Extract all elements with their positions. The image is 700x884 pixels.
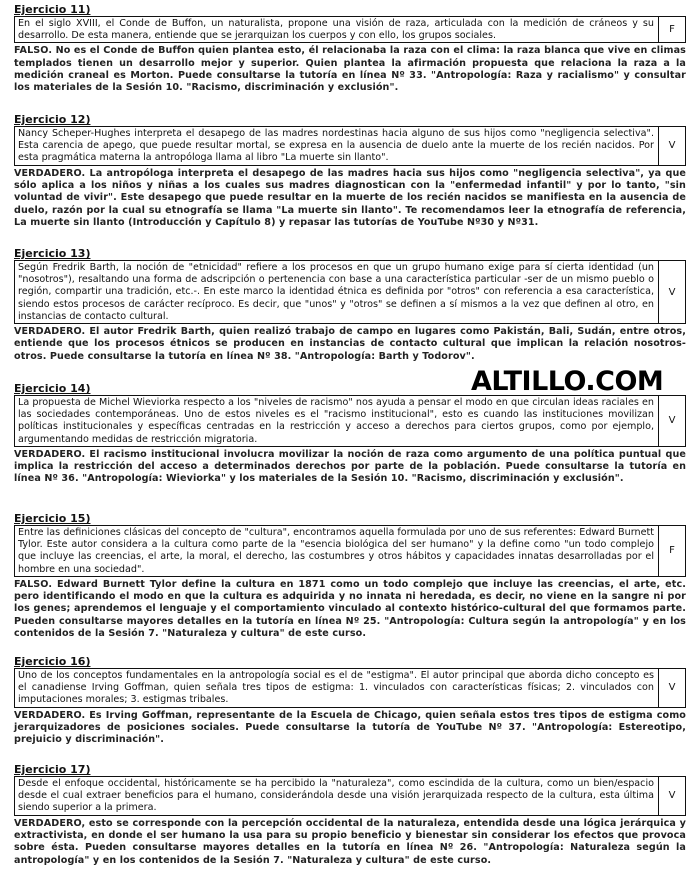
question-text: En el siglo XVIII, el Conde de Buffon, un naturalista, propone una visión de raza, articulada con la medición de cráneos y su desarrollo. De esta manera, entiende que se jerarquizan los cuerpos y con ello, los grupos sociales. [15,17,659,42]
question-text: Desde el enfoque occidental, históricamente se ha percibido la "naturaleza", como escindida de la cultura, como un bien/espacio desde el cual extraer beneficios para el humano, considerándola desde una visión jerarquizada respecto de la cultura, esta última siendo superior a la primera. [15,777,659,815]
question-box [14,395,686,447]
exercise-title: Ejercicio 17) [14,763,91,776]
exercise-16 [14,656,686,747]
exercise-title: Ejercicio 11) [14,3,91,16]
question-text: La propuesta de Michel Wieviorka respecto a los "niveles de racismo" nos ayuda a pensar el modo en que circulan ideas raciales en las sociedades contemporáneas. Uno de estos niveles es el "racismo institucional", esto es cuando las instituciones movilizan políticas institucionales y específicas centradas en la restricción y acceso a derechos para ciertos grupos, como por ejemplo, argumentando medidas de restricción migratoria. [15,396,659,446]
exercise-14 [14,383,686,486]
exercise-12 [14,114,686,229]
explanation-text: FALSO. Edward Burnett Tylor define la cultura en 1871 como un todo complejo que incluye las creencias, el arte, etc. pero identificando el modo en que la cultura es adquirida y no innata ni heredada, es decir, no viene en la sangre ni por los genes; aprendemos el lenguaje y el comportamiento vinculado al contexto histórico-cultural del que formamos parte. Pueden consultarse mayores detalles en la tutoría en línea Nº 25. "Antropología: Cultura según la antropología" y en los contenidos de la Sesión 7. "Naturaleza y cultura" de este curso. [14,578,686,639]
question-box [14,668,686,708]
exercise-17 [14,764,686,867]
question-box [14,260,686,324]
watermark-logo: ALTILLO.COM [471,366,664,397]
answer-cell: F [669,24,675,36]
question-box [14,126,686,166]
explanation-text: VERDADERO. El racismo institucional involucra movilizar la noción de raza como argumento de una política puntual que implica la restricción del acceso a determinados derechos por parte de la población. Puede consultarse la tutoría en línea Nº 36. "Antropología: Wieviorka" y los materiales de la Sesión 10. "Racismo, discriminación y exclusión". [14,448,686,485]
question-box [14,525,686,577]
answer-cell: V [668,682,676,694]
exercise-title: Ejercicio 16) [14,655,91,668]
explanation-text: FALSO. No es el Conde de Buffon quien plantea esto, él relacionaba la raza con el clima: la raza blanca que vive en climas templados tienen un desarrollo mejor y superior. Quien plantea la afirmación propuesta que relaciona la raza a la medición craneal es Morton. Puede consultarse la tutoría en línea Nº 33. "Antropología: Raza y racialismo" y consultar los materiales de la Sesión 10. "Racismo, discriminación y exclusión". [14,45,686,94]
explanation-text: VERDADERO. La antropóloga interpreta el desapego de las madres hacia sus hijos como "negligencia selectiva", ya que sólo aplica a los niños y niñas a los cuales sus madres diagnostican con la "enfermedad infantil" y por lo tanto, "sin voluntad de vivir". Este desapego que puede resultar en la muerte de los recién nacidos se manifiesta en la ausencia de duelo, razón por la cual su etnografía se llama "La muerte sin llanto". Te recomendamos leer la etnografía de referencia, La muerte sin llanto (Introducción y Capítulo 8) y repasar las tutorías de YouTube Nº30 y Nº31. [14,167,686,228]
question-text: Entre las definiciones clásicas del concepto de "cultura", encontramos aquella formulada por uno de sus referentes: Edward Burnett Tylor. Este autor considera a la cultura como parte de la "esencia biológica del ser humano" y la define como "un todo complejo que incluye las creencias, el arte, la moral, el derecho, las costumbres y otros hábitos y capacidades innatas desarrolladas por el hombre en una sociedad". [15,526,659,576]
question-box [14,776,686,816]
answer-cell: V [668,790,676,802]
question-text: Nancy Scheper-Hughes interpreta el desapego de las madres nordestinas hacia alguno de sus hijos como "negligencia selectiva". Esta carencia de apego, que puede resultar mortal, se expresa en la ausencia de duelo ante la muerte de los recién nacidos. Por esta pragmática materna la antropóloga llama al libro "La muerte sin llanto". [15,127,659,165]
exercise-title: Ejercicio 12) [14,113,91,126]
question-box [14,16,686,43]
explanation-text: VERDADERO, esto se corresponde con la percepción occidental de la naturaleza, entendida desde una lógica jerárquica y extractivista, en donde el ser humano la usa para su propio beneficio y bienestar sin considerar los efectos que provoca sobre ésta. Pueden consultarse mayores detalles en la tutoría en línea Nº 26. "Antropología: Naturaleza según la antropología" y en los contenidos de la Sesión 7. "Naturaleza y cultura" de este curso. [14,817,686,866]
answer-cell: V [668,286,676,298]
exercise-title: Ejercicio 14) [14,382,91,395]
exercise-title: Ejercicio 13) [14,247,91,260]
explanation-text: VERDADERO. El autor Fredrik Barth, quien realizó trabajo de campo en lugares como Pakistán, Bali, Sudán, entre otros, entiende que los procesos étnicos se producen en instancias de contacto cultural que implican la relación nosotros-otros. Puede consultarse la tutoría en línea Nº 38. "Antropología: Barth y Todorov". [14,326,686,362]
exercise-13 [14,248,686,363]
exercise-11 [14,4,686,95]
exercise-title: Ejercicio 15) [14,512,91,525]
exercise-15 [14,513,686,640]
question-text: Uno de los conceptos fundamentales en la antropología social es el de "estigma". El autor principal que aborda dicho concepto es el canadiense Irving Goffman, quien señala tres tipos de estigma: 1. vinculados con características físicas; 2. vinculados con imputaciones morales; 3. estigmas tribales. [15,669,659,707]
answer-cell: V [668,415,676,427]
question-text: Según Fredrik Barth, la noción de "etnicidad" refiere a los procesos en que un grupo humano exige para sí cierta identidad (un "nosotros"), resaltando una forma de adscripción o pertenencia con base a una característica particular -ser de un mismo pueblo o región, compartir una tradición, etc.-. En este marco la identidad étnica es definida por "otros" con referencia a esa característica, siendo estos procesos de carácter recíproco. Es decir, que "unos" y "otros" se definen a sí mismos a la vez que definen al otro, en instancias de contacto cultural. [15,261,659,323]
answer-cell: F [669,545,675,557]
answer-cell: V [668,140,676,152]
explanation-text: VERDADERO. Es Irving Goffman, representante de la Escuela de Chicago, quien señala estos tres tipos de estigma como jerarquizadores de posiciones sociales. Puede consultarse la tutoría de YouTube Nº 37. "Antropología: Estereotipo, prejuicio y discriminación". [14,709,686,746]
